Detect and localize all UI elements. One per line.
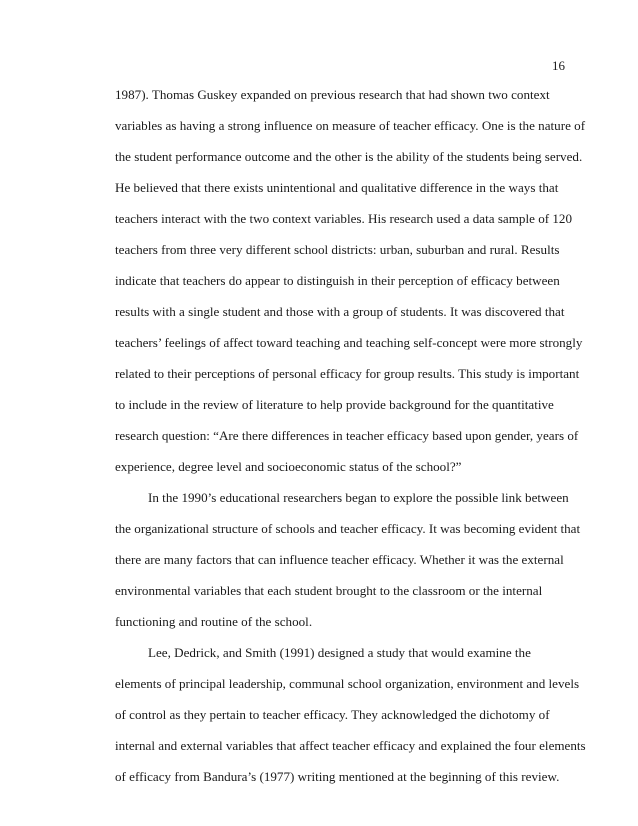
text-line: functioning and routine of the school. xyxy=(115,614,313,629)
text-line: experience, degree level and socioeconomic status of the school?” xyxy=(115,459,462,474)
text-line: teachers’ feelings of affect toward teaching and teaching self-concept were more strongly xyxy=(115,335,583,350)
text-line: variables as having a strong influence on measure of teacher efficacy. One is the nature of xyxy=(115,118,586,133)
text-line: environmental variables that each student brought to the classroom or the internal xyxy=(115,583,543,598)
paragraph-lee-dedrick-smith xyxy=(115,637,586,792)
text-line: related to their perceptions of personal efficacy for group results. This study is important xyxy=(115,366,580,381)
text-line: the organizational structure of schools and teacher efficacy. It was becoming evident that xyxy=(115,521,581,536)
paragraph-1990s-research xyxy=(115,482,581,637)
text-line: teachers from three very different school districts: urban, suburban and rural. Results xyxy=(115,242,560,257)
page-number: 16 xyxy=(552,58,565,73)
text-line-indented: Lee, Dedrick, and Smith (1991) designed a study that would examine the xyxy=(148,645,531,660)
text-line: the student performance outcome and the other is the ability of the students being served. xyxy=(115,149,583,164)
text-line: internal and external variables that affect teacher efficacy and explained the four elements xyxy=(115,738,586,753)
text-line: there are many factors that can influence teacher efficacy. Whether it was the external xyxy=(115,552,564,567)
text-line: research question: “Are there differences in teacher efficacy based upon gender, years of xyxy=(115,428,579,443)
text-line: to include in the review of literature to help provide background for the quantitative xyxy=(115,397,554,412)
text-line-indented: In the 1990’s educational researchers began to explore the possible link between xyxy=(148,490,569,505)
body-text xyxy=(115,79,586,792)
text-line: of control as they pertain to teacher efficacy. They acknowledged the dichotomy of xyxy=(115,707,550,722)
text-line: teachers interact with the two context variables. His research used a data sample of 120 xyxy=(115,211,573,226)
text-line: elements of principal leadership, communal school organization, environment and levels xyxy=(115,676,580,691)
text-line: He believed that there exists unintentional and qualitative difference in the ways that xyxy=(115,180,559,195)
paragraph-guskey xyxy=(115,79,586,482)
text-line: of efficacy from Bandura’s (1977) writing mentioned at the beginning of this review. xyxy=(115,769,560,784)
text-line: 1987). Thomas Guskey expanded on previous research that had shown two context xyxy=(115,87,550,102)
text-line: indicate that teachers do appear to distinguish in their perception of efficacy between xyxy=(115,273,560,288)
text-line: results with a single student and those with a group of students. It was discovered that xyxy=(115,304,565,319)
